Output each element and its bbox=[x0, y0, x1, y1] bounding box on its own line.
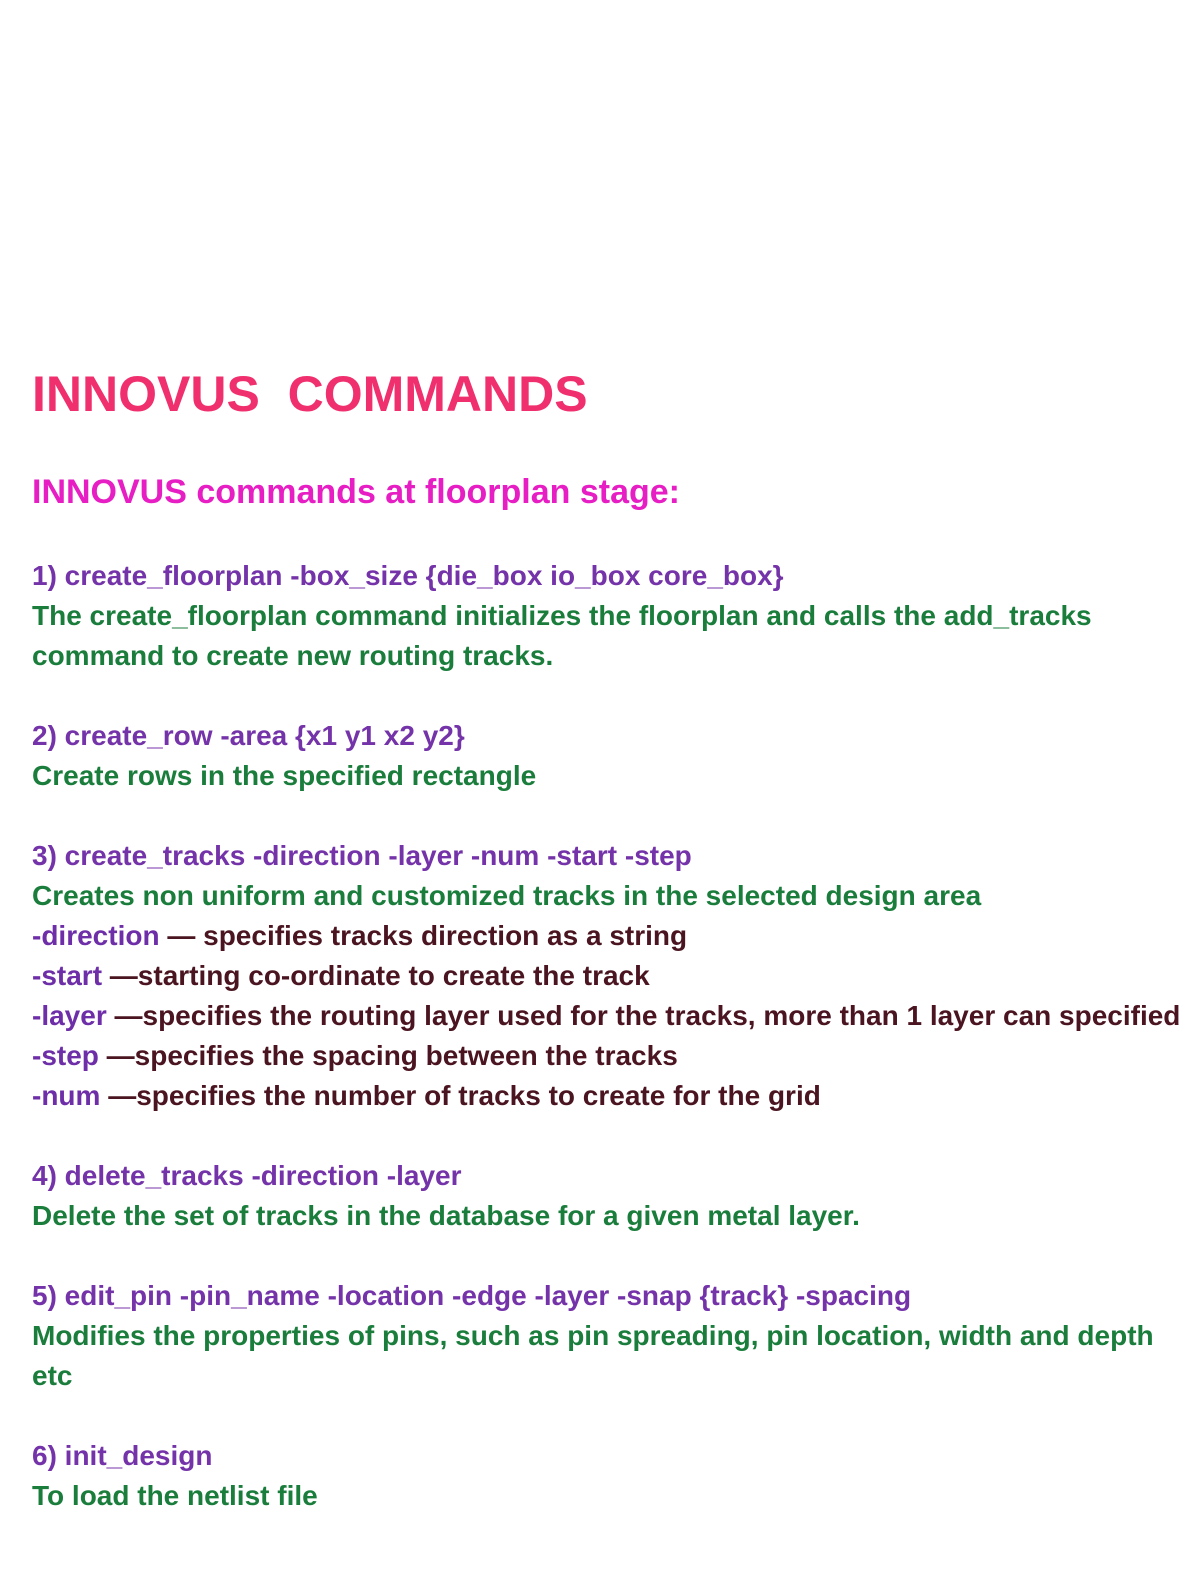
option-text: —specifies the spacing between the tracks bbox=[98, 1040, 678, 1071]
command-block-4 bbox=[32, 1156, 1182, 1236]
command-syntax: 5) edit_pin -pin_name -location -edge -layer -snap {track} -spacing bbox=[32, 1280, 912, 1311]
command-description: Delete the set of tracks in the database for a given metal layer. bbox=[32, 1200, 860, 1231]
command-syntax: 2) create_row -area {x1 y1 x2 y2} bbox=[32, 720, 465, 751]
command-description: The create_floorplan command initializes the floorplan and calls the add_tracks command to create new routing tracks. bbox=[32, 600, 1100, 671]
command-block-1 bbox=[32, 556, 1182, 676]
command-description: Creates non uniform and customized tracks in the selected design area bbox=[32, 880, 982, 911]
command-syntax: 1) create_floorplan -box_size {die_box io_box core_box} bbox=[32, 560, 784, 591]
command-syntax: 3) create_tracks -direction -layer -num -start -step bbox=[32, 840, 692, 871]
option-flag: -step bbox=[32, 1040, 99, 1071]
option-layer bbox=[32, 996, 1182, 1036]
command-syntax: 4) delete_tracks -direction -layer bbox=[32, 1160, 462, 1191]
command-description: Create rows in the specified rectangle bbox=[32, 760, 537, 791]
option-direction bbox=[32, 916, 1182, 956]
option-text: —specifies the number of tracks to create for the grid bbox=[100, 1080, 821, 1111]
command-syntax: 6) init_design bbox=[32, 1440, 213, 1471]
command-block-6 bbox=[32, 1436, 1182, 1516]
option-flag: -layer bbox=[32, 1000, 107, 1031]
option-flag: -start bbox=[32, 960, 103, 991]
option-text: —specifies the routing layer used for the tracks, more than 1 layer can specified bbox=[106, 1000, 1181, 1031]
command-list bbox=[32, 556, 1182, 1556]
section-heading: INNOVUS commands at floorplan stage: bbox=[32, 473, 680, 511]
page-title: INNOVUS COMMANDS bbox=[32, 366, 588, 422]
option-flag: -direction bbox=[32, 920, 160, 951]
command-description: To load the netlist file bbox=[32, 1480, 318, 1511]
option-start bbox=[32, 956, 1182, 996]
command-block-2 bbox=[32, 716, 1182, 796]
command-block-5 bbox=[32, 1276, 1182, 1396]
option-num bbox=[32, 1076, 1182, 1116]
command-description: Modifies the properties of pins, such as pin spreading, pin location, width and depth etc bbox=[32, 1320, 1162, 1391]
option-text: — specifies tracks direction as a string bbox=[159, 920, 688, 951]
option-text: —starting co-ordinate to create the track bbox=[102, 960, 650, 991]
option-step bbox=[32, 1036, 1182, 1076]
option-flag: -num bbox=[32, 1080, 101, 1111]
command-block-3 bbox=[32, 836, 1182, 1116]
